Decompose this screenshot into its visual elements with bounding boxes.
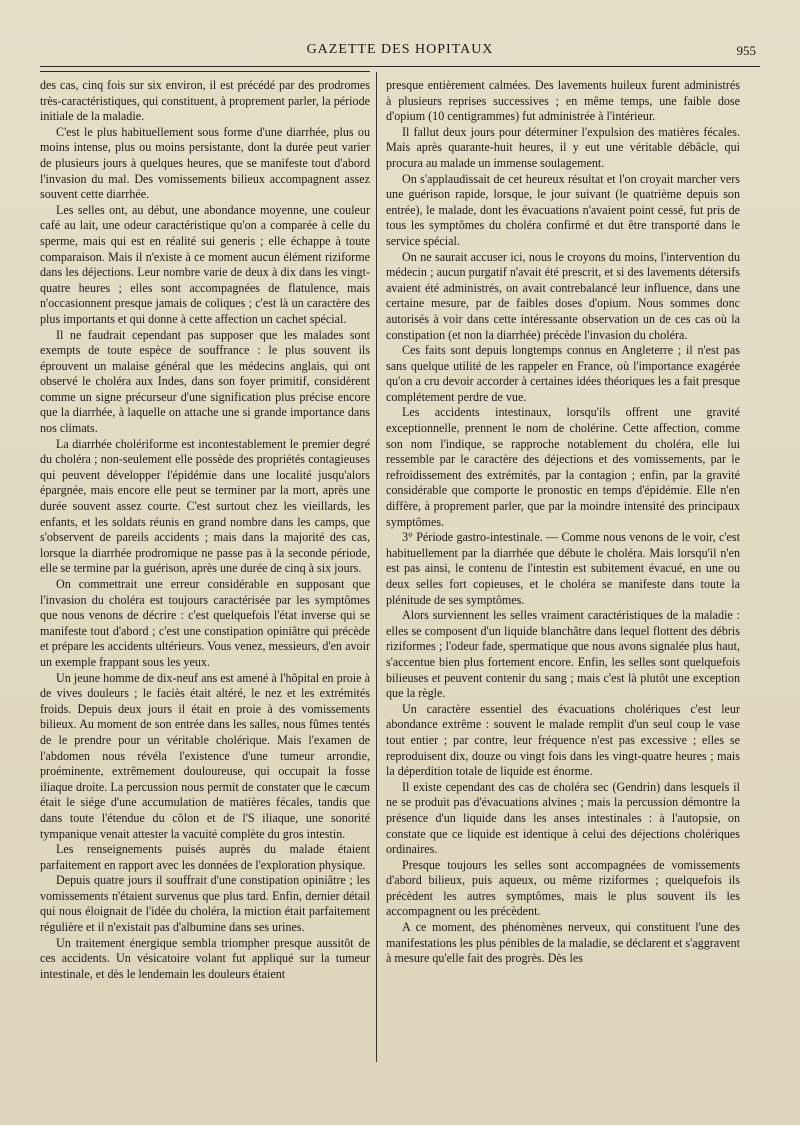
paragraph: On commettrait une erreur considérable en supposant que l'invasion du choléra est toujours caractérisée par les symptômes que nous venons de décrire : c'est quelquefois l'état inverse qui se manifeste tout d'abord ; c'est une constipation opiniâtre qui précède et prépare les accidents ultérieurs. Vous venez, messieurs, d'en avoir un exemple frappant sous les yeux. xyxy=(40,577,370,669)
paragraph: Alors surviennent les selles vraiment caractéristiques de la maladie : elles se composent d'un liquide blanchâtre dans lequel flottent des débris riziformes ; l'odeur fade, spermatique que nous avons signalée plus haut, s'accentue bien plus fortement encore. Enfin, les selles sont quelquefois bilieuses et peuvent contenir du sang ; mais c'est là plutôt une exception que la règle. xyxy=(386,608,740,701)
paragraph: Ces faits sont depuis longtemps connus en Angleterre ; il n'est pas sans quelque utilité de les rappeler en France, où l'importance exagérée qu'on a cru devoir accorder à certaines idées théoriques les a fait presque complétement perdre de vue. xyxy=(386,343,740,404)
paragraph: Presque toujours les selles sont accompagnées de vomissements d'abord bilieux, puis aqueux, ou même riziformes ; quelquefois ils précèdent les autres symptômes, mais le plus souvent ils les accompagnent ou les précèdent. xyxy=(386,857,740,919)
paragraph: Un traitement énergique sembla triompher presque aussitôt de ces accidents. Un vésicatoire volant fut appliqué sur la tumeur intestinale, et dès le lendemain les douleurs étaient xyxy=(40,935,370,981)
paragraph: Un jeune homme de dix-neuf ans est amené à l'hôpital en proie à de vives douleurs ; le faciès était altéré, le nez et les extrémités froids. Depuis deux jours il était en proie à des vomissements bilieux. Au moment de son entrée dans les salles, nous fûmes tentés de le prendre pour un véritable cholérique. Mais l'examen de l'abdomen nous révéla l'existence d'une tumeur arrondie, proéminente, extrêmement douloureuse, qui occupait la fosse iliaque droite. La percussion nous permit de constater que le cæcum était le siége d'une accumulation de matières fécales, tandis que dans toute l'étendue du côlon et de l'S iliaque, une sonorité tympanique venait attester la vacuité complète du gros intestin. xyxy=(40,670,370,841)
running-title: GAZETTE DES HOPITAUX xyxy=(306,42,494,57)
paragraph: Un caractère essentiel des évacuations cholériques c'est leur abondance extrême : souvent le malade remplit d'un seul coup le vase tout entier ; par contre, leur fréquence n'est pas excessive ; elles se reproduisent dix, douze ou vingt fois dans les vingt-quatre heures ; mais la déperdition totale de liquide est énorme. xyxy=(386,701,740,779)
paragraph: A ce moment, des phénomènes nerveux, qui constituent l'une des manifestations les plus pénibles de la maladie, se déclarent et s'aggravent à mesure qu'elle fait des progrès. Dès les xyxy=(386,920,740,966)
paragraph: Les selles ont, au début, une abondance moyenne, une couleur café au lait, une odeur caractéristique qu'on a comparée à celle du sperme, mais qui est en réalité sui generis ; elle échappe à toute comparaison. Mais il n'existe à ce moment aucun élément riziforme dans les déjections. Leur nombre varie de deux à dix dans les vingt-quatre heures ; elles sont accompagnées de flatulence, mais n'occasionnent presque jamais de coliques ; c'est là un caractère des plus importants et qui donne à cette affection un cachet spécial. xyxy=(40,202,370,326)
paragraph: Il ne faudrait cependant pas supposer que les malades sont exempts de toute espèce de souffrance : le plus souvent ils éprouvent un malaise général que les médecins anglais, qui ont observé le choléra aux Indes, dans son foyer primitif, considèrent comme un signe précurseur d'une signification plus précise encore que la diarrhée, à laquelle on attache une si grande importance dans nos climats. xyxy=(40,327,370,436)
header-rule xyxy=(40,66,760,67)
paragraph: C'est le plus habituellement sous forme d'une diarrhée, plus ou moins intense, plus ou moins persistante, dont la durée peut varier de plusieurs jours à quelques heures, que se manifeste tout d'abord l'invasion du mal. Des vomissements bilieux accompagnent assez souvent cette diarrhée. xyxy=(40,124,370,202)
left-column xyxy=(40,78,370,982)
page-number: 955 xyxy=(736,43,756,58)
paragraph: On ne saurait accuser ici, nous le croyons du moins, l'intervention du médecin ; aucun purgatif n'avait été prescrit, et si des lavements détersifs avaient été administrés, on avait contrebalancé leur influence, dans une certaine mesure, par de faibles doses d'opium. Nous sommes donc autorisés à voir dans cette intéressante observation un de ces cas où la constipation (et non la diarrhée) précède l'invasion du choléra. xyxy=(386,249,740,342)
paragraph: Depuis quatre jours il souffrait d'une constipation opiniâtre ; les vomissements n'étaient survenus que plus tard. Enfin, dernier détail qui nous éloignait de l'idée du choléra, la miction était parfaitement régulière et il n'existait pas d'albumine dans ses urines. xyxy=(40,873,370,935)
column-divider xyxy=(376,72,377,1062)
right-column xyxy=(386,78,740,967)
page-header xyxy=(40,40,760,64)
paragraph: 3° Période gastro-intestinale. — Comme nous venons de le voir, c'est habituellement par la diarrhée que débute le choléra. Mais lorsqu'il n'en est pas ainsi, le contenu de l'intestin est subitement évacué, en une ou deux selles fort copieuses, et le choléra se manifeste dans toute la plénitude de ses symptômes. xyxy=(386,530,740,607)
paragraph: Il existe cependant des cas de choléra sec (Gendrin) dans lesquels il ne se produit pas d'évacuations alvines ; mais la percussion démontre la présence d'un liquide dans les anses intestinales : à l'autopsie, on constate que ce liquide est identique à celui des déjections cholériques ordinaires. xyxy=(386,779,740,857)
column-head-rule xyxy=(40,71,370,72)
paragraph: Il fallut deux jours pour déterminer l'expulsion des matières fécales. Mais après quarante-huit heures, il y eut une véritable débâcle, qui procura au malade un immense soulagement. xyxy=(386,124,740,170)
paragraph: Les accidents intestinaux, lorsqu'ils offrent une gravité exceptionnelle, prennent le nom de cholérine. Cette affection, comme son nom l'indique, se rapproche notablement du choléra, elle lui ressemble par le caractère des déjections et des vomissements, par le refroidissement des extrémités, par la contagion ; enfin, par la gravité considérable que comporte le pronostic en temps d'épidémie. Elle n'en diffère, à proprement parler, que par la moindre intensité des principaux symptômes. xyxy=(386,405,740,529)
paragraph: Les renseignements puisés auprès du malade étaient parfaitement en rapport avec les données de l'exploration physique. xyxy=(40,842,370,872)
paragraph: La diarrhée cholériforme est incontestablement le premier degré du choléra ; non-seulement elle possède des propriétés contagieuses qui peuvent développer l'épidémie dans une localité jusqu'alors épargnée, mais encore elle peut se terminer par la mort, après une durée souvent assez courte. C'est surtout chez les vieillards, les enfants, et les soldats réunis en grand nombre dans les camps, que s'observent de pareils accidents ; mais dans la majorité des cas, lorsque la diarrhée prodromique ne passe pas à la seconde période, elle se termine par la guérison, après une durée de cinq à six jours. xyxy=(40,436,370,576)
paragraph: presque entièrement calmées. Des lavements huileux furent administrés à plusieurs reprises successives ; en même temps, une faible dose d'opium (10 centigrammes) fut administrée à l'intérieur. xyxy=(386,78,740,124)
paragraph: des cas, cinq fois sur six environ, il est précédé par des prodromes très-caractéristiques, qui constituent, à proprement parler, la période initiale de la maladie. xyxy=(40,78,370,124)
paragraph: On s'applaudissait de cet heureux résultat et l'on croyait marcher vers une guérison rapide, lorsque, le jour suivant (le quatrième depuis son entrée), le malade, dont les évacuations n'avaient point cessé, fut pris de tous les symptômes du choléra confirmé et dut être transporté dans le service spécial. xyxy=(386,171,740,248)
